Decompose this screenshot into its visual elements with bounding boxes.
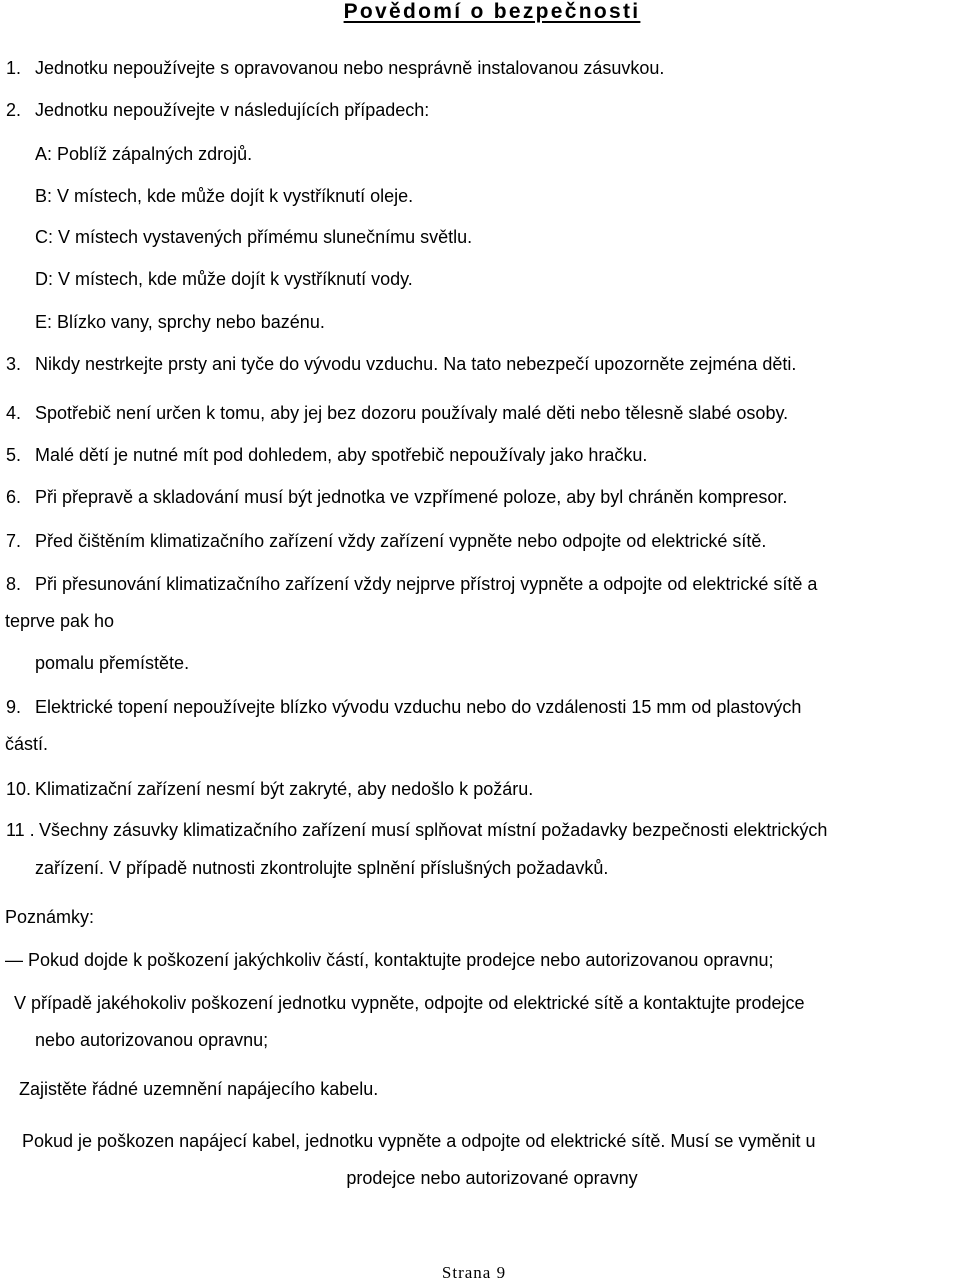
item-number: 9. bbox=[6, 697, 22, 717]
item-number: 4. bbox=[6, 403, 22, 423]
page-number: Strana 9 bbox=[441, 1263, 507, 1282]
item-number: 8. bbox=[6, 574, 22, 594]
item-text: Jednotku nepoužívejte v následujících případech: bbox=[35, 100, 430, 120]
item-text: Spotřebič není určen k tomu, aby jej bez dozoru používaly malé děti nebo tělesně slabé osoby. bbox=[35, 403, 789, 423]
item-text: Při přepravě a skladování musí být jednotka ve vzpřímené poloze, aby byl chráněn kompresor. bbox=[35, 487, 788, 507]
item-number: 11 . bbox=[6, 820, 35, 840]
item-text: Před čištěním klimatizačního zařízení vždy zařízení vypněte nebo odpojte od elektrické sítě. bbox=[35, 531, 767, 551]
item-number: 3. bbox=[6, 354, 22, 374]
item-text: Klimatizační zařízení nesmí být zakryté, aby nedošlo k požáru. bbox=[35, 779, 534, 799]
item-number: 1. bbox=[6, 58, 22, 78]
item-text: Všechny zásuvky klimatizačního zařízení musí splňovat místní požadavky bezpečnosti elektrických bbox=[39, 820, 828, 840]
item-text: Jednotku nepoužívejte s opravovanou nebo nesprávně instalovanou zásuvkou. bbox=[35, 58, 665, 78]
item-text: Při přesunování klimatizačního zařízení vždy nejprve přístroj vypněte a odpojte od elektrické sítě a bbox=[35, 574, 818, 594]
item-text: Malé dětí je nutné mít pod dohledem, aby spotřebič nepoužívaly jako hračku. bbox=[35, 445, 648, 465]
item-number: 5. bbox=[6, 445, 22, 465]
page-title: Povědomí o bezpečnosti bbox=[343, 0, 641, 23]
item-number: 2. bbox=[6, 100, 22, 120]
item-number: 7. bbox=[6, 531, 22, 551]
note-item: prodejce nebo autorizované opravny bbox=[346, 1168, 638, 1188]
item-number: 10. bbox=[6, 779, 32, 799]
item-number: 6. bbox=[6, 487, 22, 507]
item-text: Elektrické topení nepoužívejte blízko vývodu vzduchu nebo do vzdálenosti 15 mm od plastových bbox=[35, 697, 802, 717]
item-text: Nikdy nestrkejte prsty ani tyče do vývodu vzduchu. Na tato nebezpečí upozorněte zejména děti. bbox=[35, 354, 797, 374]
